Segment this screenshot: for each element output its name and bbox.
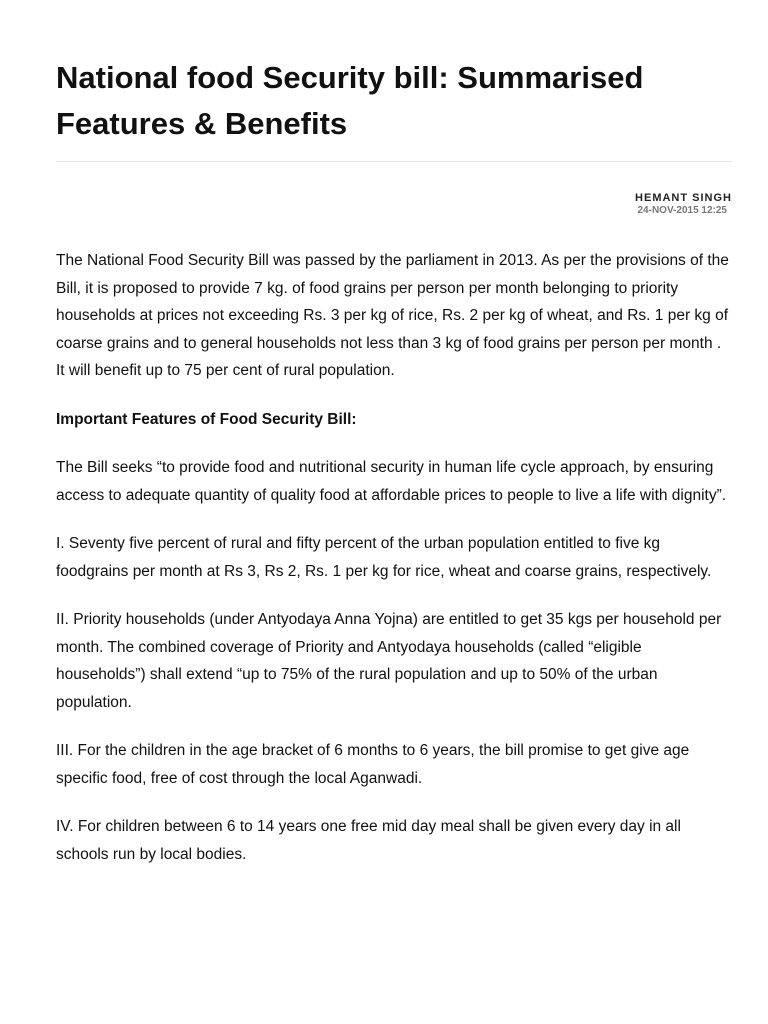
author-name[interactable]: HEMANT SINGH — [635, 192, 732, 204]
publish-date: 24-NOV-2015 12:25 — [637, 205, 727, 216]
title-divider — [56, 161, 732, 162]
feature-item-2: II. Priority households (under Antyodaya Anna Yojna) are entitled to get 35 kgs per household per month. The combined coverage of Priority and Antyodaya households (called “eligible households”) shall extend “up to 75% of the rural population and up to 50% of the urban population. — [56, 611, 722, 711]
feature-item-4: IV. For children between 6 to 14 years one free mid day meal shall be given every day in all schools run by local bodies. — [56, 818, 681, 863]
bill-purpose-paragraph: The Bill seeks “to provide food and nutritional security in human life cycle approach, by ensuring access to adequate quantity of quality food at affordable prices to people to live a life with dignity”. — [56, 459, 727, 504]
features-heading: Important Features of Food Security Bill: — [56, 410, 357, 428]
article-body — [56, 247, 732, 868]
intro-paragraph: The National Food Security Bill was passed by the parliament in 2013. As per the provisions of the Bill, it is proposed to provide 7 kg. of food grains per person per month belonging to priority households at prices not exceeding Rs. 3 per kg of rice, Rs. 2 per kg of wheat, and Rs. 1 per kg of coarse grains and to general households not less than 3 kg of food grains per person per month . It will benefit up to 75 per cent of rural population. — [56, 252, 729, 379]
feature-item-1: I. Seventy five percent of rural and fifty percent of the urban population entitled to five kg foodgrains per month at Rs 3, Rs 2, Rs. 1 per kg for rice, wheat and coarse grains, respectively. — [56, 535, 712, 580]
feature-item-3: III. For the children in the age bracket of 6 months to 6 years, the bill promise to get give age specific food, free of cost through the local Aganwadi. — [56, 742, 690, 787]
article-title: National food Security bill: Summarised Features & Benefits — [56, 60, 644, 141]
byline — [56, 192, 732, 217]
